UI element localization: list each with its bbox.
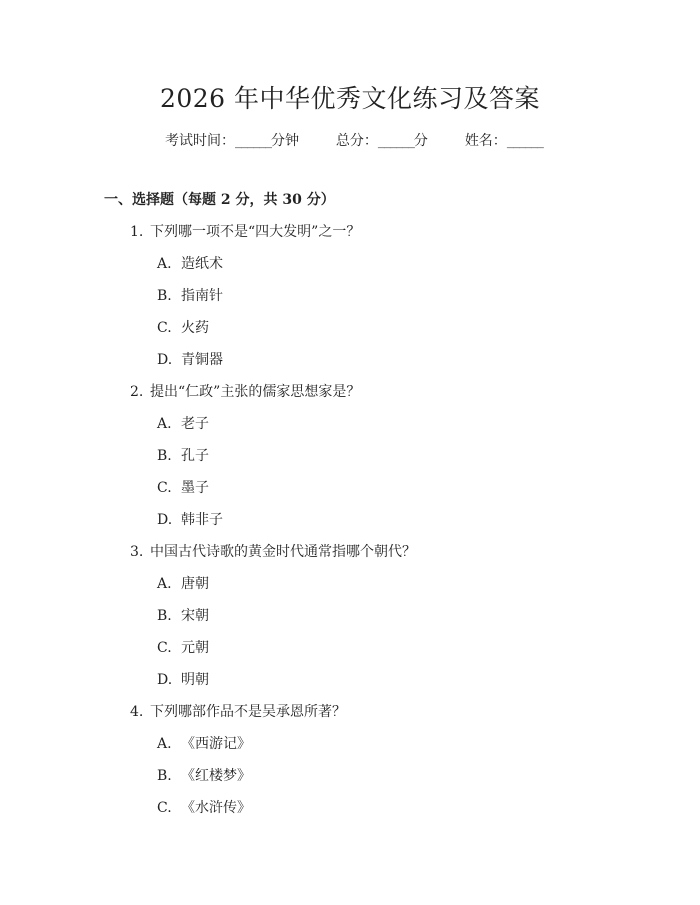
option-a — [130, 574, 650, 606]
option-text: 唐朝 — [181, 576, 209, 592]
option-letter: B. — [157, 448, 172, 464]
student-name-blank: ______ — [506, 133, 543, 149]
total-score-blank: ______ — [377, 133, 414, 149]
option-letter: A. — [157, 576, 172, 592]
option-letter: D. — [157, 672, 173, 688]
question-list — [130, 222, 650, 830]
question-text: 下列哪部作品不是吴承恩所著？ — [150, 704, 346, 720]
option-c — [130, 478, 650, 510]
option-c — [130, 318, 650, 350]
option-letter: B. — [157, 288, 172, 304]
option-text: 火药 — [181, 320, 209, 336]
option-b — [130, 286, 650, 318]
option-letter: D. — [157, 352, 173, 368]
option-text: 《水浒传》 — [181, 800, 251, 816]
option-text: 造纸术 — [181, 256, 223, 272]
option-a — [130, 414, 650, 446]
question-stem — [130, 222, 650, 254]
option-text: 老子 — [181, 416, 209, 432]
exam-meta-line — [165, 131, 543, 151]
page-title: 2026 年中华优秀文化练习及答案 — [159, 84, 541, 113]
option-letter: B. — [157, 608, 172, 624]
question-number: 2. — [130, 384, 144, 400]
total-score-unit: 分 — [413, 133, 428, 149]
option-a — [130, 734, 650, 766]
question-text: 中国古代诗歌的黄金时代通常指哪个朝代？ — [150, 544, 416, 560]
option-text: 宋朝 — [181, 608, 209, 624]
option-c — [130, 638, 650, 670]
option-b — [130, 446, 650, 478]
option-letter: C. — [157, 320, 172, 336]
option-c — [130, 798, 650, 830]
question-3 — [130, 542, 650, 702]
option-b — [130, 766, 650, 798]
question-number: 1. — [130, 224, 144, 240]
question-2 — [130, 382, 650, 542]
option-text: 青铜器 — [181, 352, 223, 368]
option-letter: A. — [157, 736, 172, 752]
option-text: 孔子 — [181, 448, 209, 464]
exam-time-label: 考试时间： — [165, 133, 235, 149]
question-number: 3. — [130, 544, 144, 560]
section-heading: 一、选择题（每题 2 分，共 30 分） — [104, 192, 335, 208]
exam-time-blank: ______ — [235, 133, 271, 149]
question-text: 下列哪一项不是“四大发明”之一？ — [150, 224, 361, 240]
total-score-label: 总分： — [335, 133, 378, 149]
option-text: 指南针 — [181, 288, 223, 304]
option-a — [130, 254, 650, 286]
option-text: 《红楼梦》 — [181, 768, 251, 784]
option-d — [130, 510, 650, 542]
question-4 — [130, 702, 650, 830]
option-d — [130, 670, 650, 702]
student-name-label: 姓名： — [464, 133, 507, 149]
option-text: 明朝 — [181, 672, 209, 688]
option-text: 元朝 — [181, 640, 209, 656]
option-letter: A. — [157, 256, 172, 272]
option-text: 墨子 — [181, 480, 209, 496]
option-text: 《西游记》 — [181, 736, 251, 752]
question-stem — [130, 542, 650, 574]
question-stem — [130, 702, 650, 734]
question-text: 提出“仁政”主张的儒家思想家是？ — [150, 384, 361, 400]
option-letter: C. — [157, 480, 172, 496]
exam-time-unit: 分钟 — [271, 133, 299, 149]
option-letter: C. — [157, 640, 172, 656]
option-letter: A. — [157, 416, 172, 432]
option-letter: C. — [157, 800, 172, 816]
option-d — [130, 350, 650, 382]
option-text: 韩非子 — [181, 512, 223, 528]
question-number: 4. — [130, 704, 144, 720]
option-letter: D. — [157, 512, 173, 528]
option-b — [130, 606, 650, 638]
question-stem — [130, 382, 650, 414]
question-1 — [130, 222, 650, 382]
option-letter: B. — [157, 768, 172, 784]
